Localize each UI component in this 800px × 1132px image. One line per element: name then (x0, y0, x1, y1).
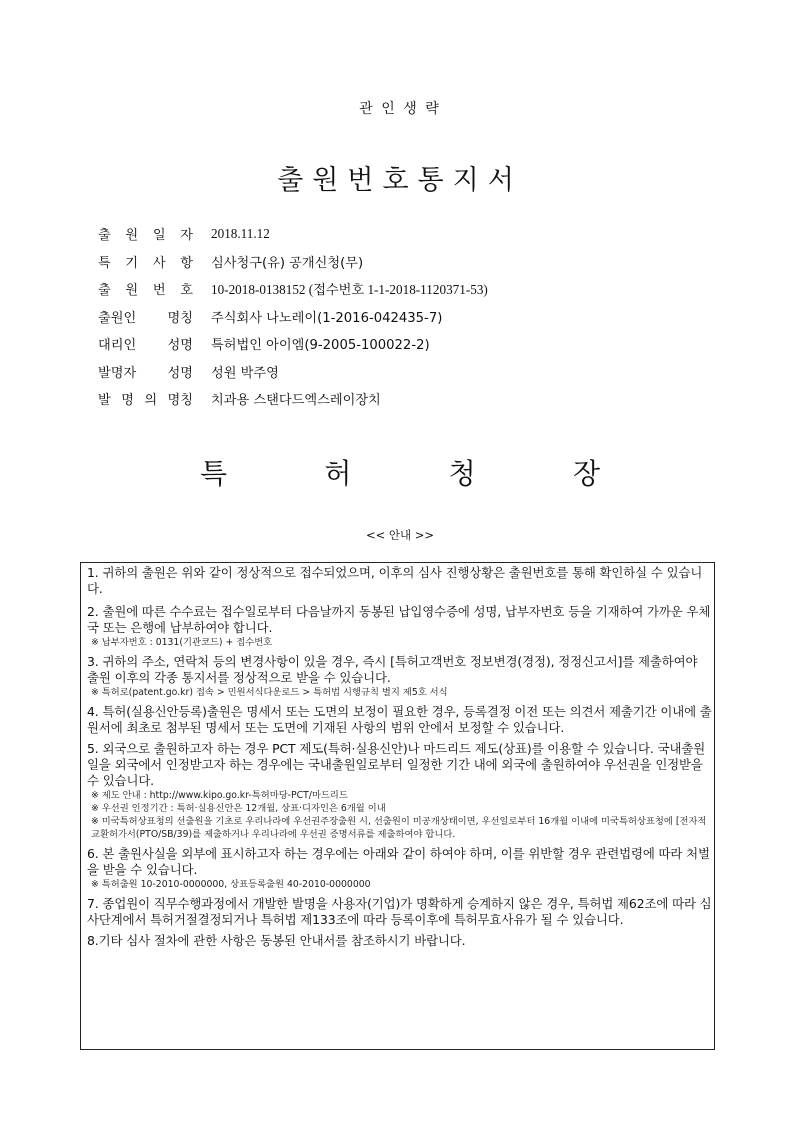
invention-title-value: 치과용 스탠다드엑스레이장치 (211, 393, 381, 409)
notice-note: ※ 제도 안내 : http://www.kipo.go.kr-특허마당-PCT/마드리드 (91, 790, 348, 801)
info-label: 발 명 의 명칭 (98, 393, 193, 409)
notice-note: ※ 우선권 인정기간 : 특허·실용신안은 12개월, 상표·디자인은 6개월 이내 (91, 803, 386, 814)
guide-heading: << 안내 >> (365, 528, 435, 542)
info-row (98, 358, 488, 386)
special-notes-value: 심사청구(유) 공개신청(무) (211, 255, 364, 271)
application-date-value: 2018.11.12 (211, 225, 270, 241)
notice-item: 7. 종업원이 직무수행과정에서 개발한 발명을 사용자(기업)가 명확하게 승계하지 않은 경우, 특허법 제62조에 따라 심사단계에서 특허거절결정되거나 특허법 제133조에 따라 등록이후에 특허무효사유가 될 수 있습니다. (87, 896, 712, 927)
info-row (98, 303, 488, 331)
notice-note: ※ 미국특허상표청의 선출원을 기초로 우리나라에 우선권주장출원 시, 선출원이 미공개상태이면, 우선일로부터 16개월 이내에 미국특허상표청에 [전자적교환허가서(PTO/SB/39)를 제출하거나 우리나라에 우선권 증명서류를 제출하여야 합니다. (91, 816, 707, 840)
info-row (98, 248, 488, 276)
notice-list (87, 565, 712, 954)
notice-item: 3. 귀하의 주소, 연락처 등의 변경사항이 있을 경우, 즉시 [특허고객번호 정보변경(경정), 정정신고서]를 제출하여야 출원 이후의 각종 통지서를 정상적으로 받을 수 있습니다. ※ 특허로(patent.go.kr) 접속 > 민원서식다운로드 > 특허법 시행규칙 별지 제5호 서식 (87, 654, 712, 699)
agent-name-value: 특허법인 아이엠(9-2005-100022-2) (211, 338, 430, 354)
applicant-name-value: 주식회사 나노레이(1-2016-042435-7) (211, 310, 443, 326)
inventor-name-value: 성원 박주영 (211, 365, 279, 381)
seal-omitted-label: 관 인 생 략 (359, 101, 441, 117)
info-row (98, 220, 488, 248)
notice-item: 5. 외국으로 출원하고자 하는 경우 PCT 제도(특허·실용신안)나 마드리드 제도(상표)를 이용할 수 있습니다. 국내출원일을 외국에서 인정받고자 하는 경우에는 국내출원일로부터 일정한 기간 내에 외국에 출원하여야 우선권을 인정받을 수 있습니다. ※ 제도 안내 : http://www.kipo.go.kr-특허마당-PCT/마드리드 ※ 우선권 인정기간 : 특허·실용신안은 12개월, 상표·디자인은 6개월 이내 ※ 미국특허상표청의 선출원을 기초로 우리나라에 우선권주장출원 시, 선출원이 미공개상태이면, 우선일로부터 16개월 이내에 미국특허상표청에 [전자적교환허가서(PTO/SB/39)를 제출하거나 우리나라에 우선권 증명서류를 제출하여야 합니다. (87, 741, 712, 841)
notice-note: ※ 납부자번호 : 0131(기관코드) + 접수번호 (91, 637, 273, 648)
application-info-table (98, 220, 488, 413)
info-label: 출원인 명칭 (98, 310, 193, 326)
info-row (98, 330, 488, 358)
notice-item: 2. 출원에 따른 수수료는 접수일로부터 다음날까지 동봉된 납입영수증에 성명, 납부자번호 등을 기재하여 가까운 우체국 또는 은행에 납부하여야 합니다. ※ 납부자번호 : 0131(기관코드) + 접수번호 (87, 604, 711, 648)
info-label: 출 원 일 자 (98, 228, 193, 244)
info-row (98, 275, 488, 303)
notice-item: 8.기타 심사 절차에 관한 사항은 동봉된 안내서를 참조하시기 바랍니다. (87, 933, 466, 948)
notice-item: 4. 특허(실용신안등록)출원은 명세서 또는 도면의 보정이 필요한 경우, 등록결정 이전 또는 의견서 제출기간 이내에 출원서에 최초로 첨부된 명세서 또는 도면에 기재된 사항의 범위 안에서 보정할 수 있습니다. (87, 704, 712, 735)
info-label: 특 기 사 항 (98, 255, 193, 271)
info-row (98, 385, 488, 413)
document-title: 출원번호통지서 (277, 165, 523, 196)
notice-item: 6. 본 출원사실을 외부에 표시하고자 하는 경우에는 아래와 같이 하여야 하며, 이를 위반할 경우 관련법령에 따라 처벌을 받을 수 있습니다. ※ 특허출원 10-2010-0000000, 상표등록출원 40-2010-0000000 (87, 846, 712, 891)
info-label: 출 원 번 호 (98, 283, 193, 299)
notice-note: ※ 특허출원 10-2010-0000000, 상표등록출원 40-2010-0000000 (91, 879, 371, 890)
notice-note: ※ 특허로(patent.go.kr) 접속 > 민원서식다운로드 > 특허법 시행규칙 별지 제5호 서식 (91, 687, 448, 698)
info-label: 대리인 성명 (98, 338, 193, 354)
application-number-value: 10-2018-0138152 (접수번호 1-1-2018-1120371-53) (211, 282, 488, 298)
patent-office-commissioner: 특 허 청 장 (200, 457, 600, 490)
notice-item: 1. 귀하의 출원은 위와 같이 정상적으로 접수되었으며, 이후의 심사 진행상황은 출원번호를 통해 확인하실 수 있습니다. (87, 565, 703, 596)
info-label: 발명자 성명 (98, 365, 193, 381)
